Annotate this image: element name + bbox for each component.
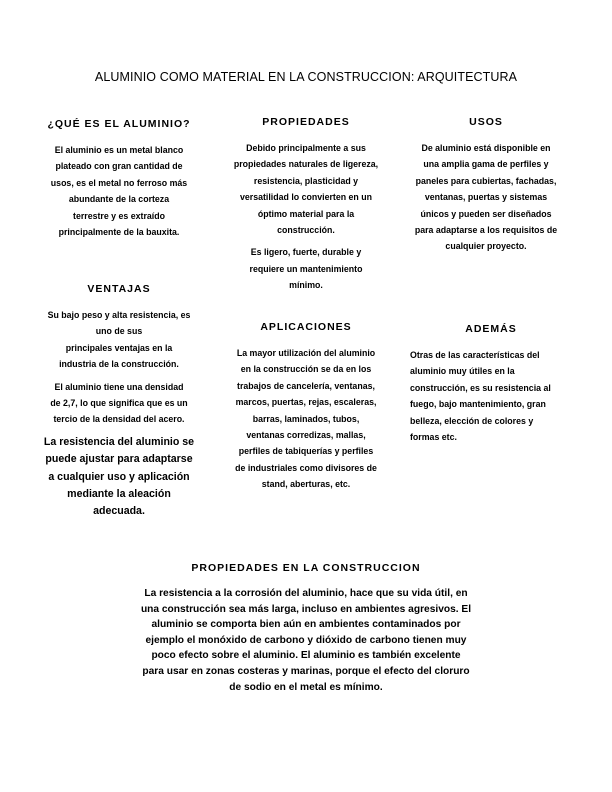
text-line: tercio de la densidad del acero. <box>53 414 185 425</box>
section-heading: USOS <box>469 116 503 128</box>
section-text <box>30 434 208 521</box>
text-line: puede ajustar para adaptarse <box>45 453 193 466</box>
text-line: a cualquier uso y aplicación <box>48 470 190 483</box>
section-text <box>216 140 396 238</box>
section-que-es <box>30 118 208 246</box>
text-line: únicos y pueden ser diseñados <box>420 208 552 219</box>
text-line: requiere un mantenimiento <box>249 263 363 274</box>
section-text <box>30 307 208 373</box>
text-line: para usar en zonas costeras y marinas, porque el efecto del cloruro <box>142 665 470 677</box>
section-ventajas <box>30 283 208 527</box>
text-line: en la construcción se da en los <box>240 364 372 375</box>
text-line: para adaptarse a los requisitos de <box>414 225 558 236</box>
section-text <box>410 347 582 445</box>
section-text <box>216 244 396 293</box>
section-text <box>120 586 492 695</box>
text-line: aluminio se comporta bien aún en ambientes contaminados por <box>151 619 461 631</box>
section-heading: PROPIEDADES EN LA CONSTRUCCION <box>191 562 421 574</box>
text-line: stand, aberturas, etc. <box>261 479 351 490</box>
text-line: una amplia gama de perfiles y <box>423 159 549 170</box>
text-line: de sodio en el metal es mínimo. <box>229 681 383 693</box>
text-line: óptimo material para la <box>257 208 355 219</box>
section-ademas <box>410 323 582 451</box>
text-line: paneles para cubiertas, fachadas, <box>415 175 557 186</box>
section-text <box>30 142 208 240</box>
text-line: formas etc. <box>410 432 457 443</box>
text-line: principalmente de la bauxita. <box>58 227 180 238</box>
text-line: principales ventajas en la <box>65 342 173 353</box>
text-line: ventanas corredizas, mallas, <box>246 430 366 441</box>
text-line: una construcción sea más larga, incluso en ambientes agresivos. El <box>140 603 472 615</box>
text-line: Es ligero, fuerte, durable y <box>250 247 362 258</box>
section-aplicaciones <box>216 321 396 499</box>
section-construccion <box>120 562 492 701</box>
text-line: barras, laminados, tubos, <box>252 413 360 424</box>
section-heading: PROPIEDADES <box>262 116 350 128</box>
text-line: versatilidad lo convierten en un <box>240 192 372 203</box>
text-line: El aluminio tiene una densidad <box>54 381 184 392</box>
text-line: La resistencia a la corrosión del aluminio, hace que su vida útil, en <box>144 588 468 599</box>
text-line: De aluminio está disponible en <box>421 143 551 153</box>
text-line: aluminio muy útiles en la <box>410 366 515 377</box>
text-line: terrestre y es extraído <box>73 210 165 221</box>
section-heading: APLICACIONES <box>260 321 352 333</box>
text-line: mínimo. <box>289 280 323 291</box>
text-line: poco efecto sobre el aluminio. El aluminio es también excelente <box>151 650 461 662</box>
text-line: construcción, es su resistencia al <box>410 382 551 393</box>
text-line: ventanas, puertas y sistemas <box>424 192 548 203</box>
text-line: adecuada. <box>93 505 145 518</box>
text-line: marcos, puertas, rejas, escaleras, <box>235 397 377 408</box>
text-line: Debido principalmente a sus <box>246 143 366 153</box>
text-line: Otras de las características del <box>410 350 540 360</box>
text-line: La resistencia del aluminio se <box>43 435 195 448</box>
text-line: fuego, bajo mantenimiento, gran <box>410 399 546 410</box>
text-line: cualquier proyecto. <box>445 241 527 252</box>
text-line: de industriales como divisores de <box>235 462 377 473</box>
text-line: trabajos de cancelería, ventanas, <box>237 380 375 391</box>
text-line: plateado con gran cantidad de <box>55 161 183 172</box>
text-line: La mayor utilización del aluminio <box>236 348 376 358</box>
text-line: El aluminio es un metal blanco <box>54 145 184 155</box>
text-line: industria de la construcción. <box>59 359 179 370</box>
section-text <box>30 379 208 428</box>
section-heading: VENTAJAS <box>87 283 151 295</box>
text-line: abundante de la corteza <box>68 194 170 205</box>
section-propiedades <box>216 116 396 300</box>
text-line: belleza, elección de colores y <box>410 415 534 426</box>
text-line: ejemplo el monóxido de carbono y dióxido de carbono tienen muy <box>145 634 467 646</box>
text-line: uno de sus <box>95 326 143 337</box>
text-line: resistencia, plasticidad y <box>253 175 359 186</box>
page-title: ALUMINIO COMO MATERIAL EN LA CONSTRUCCION: ARQUITECTURA <box>94 70 518 84</box>
section-heading: ¿QUÉ ES EL ALUMINIO? <box>47 118 191 130</box>
text-line: perfiles de tabiquerías y perfiles <box>238 446 374 457</box>
text-line: usos, es el metal no ferroso más <box>50 177 188 188</box>
section-text <box>216 345 396 493</box>
section-usos <box>400 116 572 261</box>
section-heading: ADEMÁS <box>465 323 517 335</box>
text-line: mediante la aleación <box>67 488 171 501</box>
text-line: propiedades naturales de ligereza, <box>233 159 379 170</box>
text-line: construcción. <box>277 225 335 236</box>
text-line: Su bajo peso y alta resistencia, es <box>47 310 191 320</box>
text-line: de 2,7, lo que significa que es un <box>50 398 188 409</box>
section-text <box>400 140 572 255</box>
